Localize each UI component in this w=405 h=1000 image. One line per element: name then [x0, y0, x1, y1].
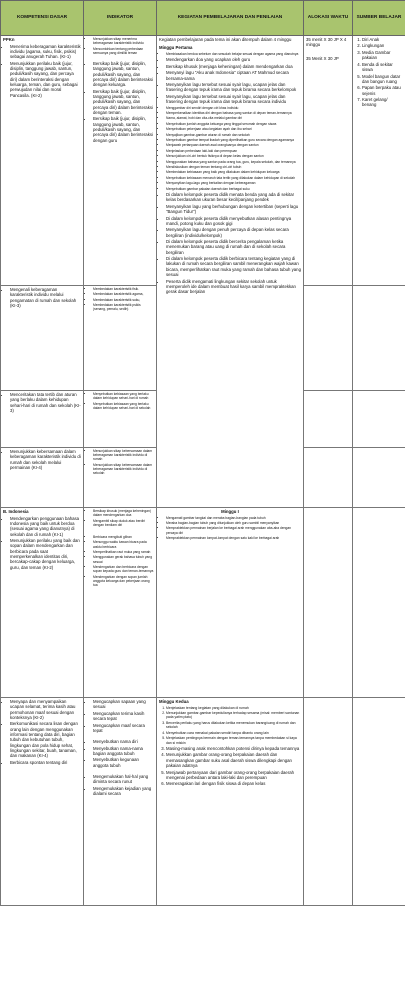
kegiatan-item: • Menggunakan bahasa yang santun pada orang tua, guru, kepala sekolah, dan temannya	[166, 160, 301, 164]
kegiatan-item: • Meraba bagian-bagian tubuh yang ditunjukkan oleh guru sambil menyanyikan	[166, 521, 301, 525]
subject-title: PPKn	[3, 37, 15, 42]
sumber-item: 3. Media Gambar pakaian	[362, 50, 403, 61]
indikator-item: • Menyebutkan kegunaan anggota tubuh	[93, 757, 154, 768]
indikator-item: • Membedakan karakteristik psikis (senang, pemalu, sedih)	[93, 303, 154, 311]
indikator-item: • Bersikap baik (jujur, disiplin, tanggung jawab, santun, peduli/kasih sayang, dan percaya diri) dalam berinteraksi dengan guru	[93, 116, 154, 142]
indikator-item: • Menunjukkan sikap kebersamaan dalam keberagaman karakteristik individu di rumah	[93, 449, 154, 462]
kegiatan-item: 4. Menyebutkan cara menakai pakaian sendiri tanpa dibantu orang lain	[166, 731, 301, 735]
kegiatan-item: • Menyanyi lagu "Aku anak Indonesia" ciptaan AT Mahmud secara bersama-sama	[166, 70, 301, 81]
kd-item: • Menyapa dan menyampaikan ucapan selamat, terima kasih atau permohonan maaf sesuai dengan konteksnya (KI-2)	[10, 699, 81, 720]
kd-cell	[1, 286, 84, 391]
indikator-item: • Mengemukakan hal-hal yang diminta secara runut	[93, 774, 154, 785]
kegiatan-item: 5. Menjawab pertanyaan dari gambar orang-orang berpakaian daerah mengenai perbedaan antara laki-laki dan perempuan	[166, 770, 301, 781]
kegiatan-item: • Menjawab pertanyaan daerah asal orangtuanya dengan santun	[166, 143, 301, 147]
kegiatan-item: • Memperkenalkan identitas diri dengan bahasa yang santun di depan teman-temannya	[166, 111, 301, 115]
kegiatan-item: • Membiasakan berdoa sebelum dan sesudah belajar sesuai dengan agama yang dianutnya	[166, 52, 301, 56]
indikator-item: • Mengambil sikap duduk atau berdiri dengan berdiam diri	[93, 519, 154, 527]
indikator-cell	[84, 286, 157, 391]
kd-cell	[1, 391, 84, 448]
kegiatan-item: • Mempraktekkan permainan berjalan ke berbagai arah menggunakan aba-aba dengan percaya diri	[166, 526, 301, 534]
alokasi-cell	[304, 448, 353, 508]
indikator-item: • Menyebutkan kebiasaan yang berlaku dalam kehidupan sehari-hari di sekolah	[93, 402, 154, 410]
indikator-cell	[84, 448, 157, 508]
indikator-item: • Membedakan karakteristik fisik.	[93, 287, 154, 291]
kegiatan-item: • Di dalam kelompok peserta didik bercerita pengalaman ketika menemukan barang atau uang di rumah dan di sekolah secara bergiliran	[166, 239, 301, 255]
kegiatan-item: • Menyebutkan kebiasaan menaruh tata tertib yang dilakukan dalam kehidupan di sekolah	[166, 176, 301, 180]
indikator-item: • Membedakan karakteristik agama,	[93, 292, 154, 296]
kegiatan-item: • Di dalam kelompok peserta didik berbicara tentang kegiatan yang di lakukan di rumah secara bergiliran sambil menerangkan wajah kawan bicara, memperlihatkan raut muka yang ramah dan bahasa tubuh yang sesuai	[166, 256, 301, 277]
indikator-item: • Menggunakan gerak bahasa tubuh yang sesuai	[93, 555, 154, 563]
header-alokasi: ALOKASI WAKTU	[304, 1, 353, 36]
sumber-cell	[353, 391, 405, 448]
kegiatan-item: • Menyajikan gambar-gambar aturan di rumah dan sekolah	[166, 133, 301, 137]
kd-cell	[1, 36, 84, 286]
indikator-item: • Menunjukkan sikap menerima keberagaman karakteristik individu	[93, 37, 154, 45]
kegiatan-cell	[157, 698, 304, 906]
kd-cell	[1, 698, 84, 906]
alokasi-text: 35 Menit X 30 JP	[306, 55, 339, 61]
kegiatan-item: • Di dalam kelompok peserta didik menyebutkan alasan pentingnya mandi, potong kuku dan gosok gigi	[166, 216, 301, 227]
indikator-cell	[84, 391, 157, 448]
kd-item: • Menunjukkan perilaku yang baik dan sopan dalam mendengarkan dan berbicara pada saat memperkenalkan identitas diri, bercakap-cakap dengan keluarga, guru, dan teman (KI-2)	[10, 538, 81, 570]
indikator-cell	[84, 698, 157, 906]
table-row	[1, 508, 405, 698]
indikator-item: • Bersikap khusuk (menjaga keheningan) dalam mendengarkan doa	[93, 509, 154, 517]
indikator-item: • Mengucapkan terima kasih secara tepat	[93, 711, 154, 722]
header-sumber: SUMBER BELAJAR	[353, 1, 405, 36]
week-title: Minggu Kedua	[159, 699, 189, 704]
header-indikator: INDIKATOR	[84, 1, 157, 36]
kegiatan-item: 1. Menjelaskan tentang kegiatan yang dilakukan di rumah	[166, 706, 301, 710]
kd-item: • Mengenali keberagaman karakteristik individu melalui pengamatan di rumah dan sekolah (KI-3)	[10, 287, 81, 308]
kegiatan-item: • Mengamati gambar tangkai dan meraba bagian-bangian pada tubuh	[166, 516, 301, 520]
indikator-item: • Menyebutkan nama-nama bagian anggota tubuh	[93, 746, 154, 757]
header-kompetensi-dasar: KOMPETENSI DASAR	[1, 1, 84, 36]
sumber-cell	[353, 698, 405, 906]
kegiatan-item: • Menunjukkan ciri-ciri bentuk fisiknya di depan kelas dengan santun	[166, 154, 301, 158]
indikator-item: • Mendengarkan dan berbicara dengan sopan kepada guru dan teman-temannya	[93, 565, 154, 573]
indikator-item: • Mengemukakan kejadian yang dialami secara	[93, 786, 154, 797]
alokasi-text: 35 menit X 30 JP X 4 minggu	[306, 37, 347, 48]
subject-title: B. Indonesia	[3, 509, 29, 514]
sumber-item: 7. Karet gelang/ benang	[362, 97, 403, 108]
kd-item: • Menceritakan tata tertib dan aturan yang berlaku dalam kehidupan sehari-hari di rumah dan sekolah (KI-3)	[10, 392, 81, 413]
kd-item: • Menunjukkan perilaku baik (jujur, disiplin, tanggung jawab, santun, peduli/kasih sayang, dan percaya diri) dalam berinteraksi dengan keluarga, teman, dan guru, sebagai perwujudan nilai dan moral Pancasila. (KI-2)	[10, 61, 81, 98]
kd-cell	[1, 508, 84, 698]
sumber-cell	[353, 448, 405, 508]
indikator-cell	[84, 36, 157, 286]
kegiatan-item: 6. Memeragakan lari dengan fisik siswa di depan kelas	[166, 781, 301, 786]
kegiatan-item: 3. Bercerita perilaku yang harus dilakukan ketika menemukan barang/uang di rumah dan sekolah	[166, 721, 301, 730]
alokasi-cell	[304, 391, 353, 448]
indikator-item: • Membedakan karakteristik suku,	[93, 298, 154, 302]
header-row	[1, 1, 405, 36]
indikator-item: • Mendengarkan dengan sopan jumlah anggota keluarga dan pekerjaan orang tua	[93, 575, 154, 588]
kegiatan-item: • Peserta didik mengamati lingkungan sekitar sekolah untuk memperoleh ide dalam membuat hasil karya sambil mempraktekkan gerak dasar berjalan	[166, 279, 301, 295]
kegiatan-item: • Menyanyikan lagu tersebut sesuai syair lagu, ucapan jelas dan frasering dengan tepuk irama dan tepuk birama secara berkelompok	[166, 82, 301, 93]
kegiatan-cell	[157, 508, 304, 698]
sumber-item: 4. Benda di sekitar siswa	[362, 62, 403, 73]
kegiatan-cell	[157, 36, 304, 508]
kegiatan-item: • Mendiskusikan dengan teman tentang ciri-ciri tubuh	[166, 165, 301, 169]
kegiatan-item: • Menyanyikan lagu tersebut sesuai syair lagu, ucapan jelas dan frasering dengan tepuk irama dan tepuk birama secara individu	[166, 94, 301, 105]
kegiatan-item: • Bersikap khusuk (menjaga keheningan) dalam mendengarkan doa	[166, 64, 301, 69]
indikator-item: • Mengucapkan sapaan yang sesuai	[93, 699, 154, 710]
kegiatan-item: • Mempraktekkan permainan lompat-lompat dengan satu kaki ke berbagai arah	[166, 536, 301, 540]
kegiatan-item: • Menyebutkan gambar pakaian daerah dan berbagai suku	[166, 187, 301, 191]
week-title: Minggu Pertama	[159, 45, 193, 51]
indikator-item: • Menunjukkan sikap kebersamaan dalam keberagaman karakteristik individu di sekolah	[93, 463, 154, 476]
kd-item: • Berkomunikasi secara lisan dengan orang lain dengan menggunakan informasi tentang data diri, bagian tubuh dan kebutuhan tubuh, lingkungan dan pola hidup sehat, lingkungan sekitar, buah, tanaman, dan makanan (KI-4)	[10, 721, 81, 758]
kegiatan-item: • Menyebutkan jumlah anggota keluarga yang tinggal serumah dengan siswa	[166, 122, 301, 126]
kegiatan-item: • Membedakan kebiasaan yang baik yang dilakukan dalam kehidupan keluarga	[166, 170, 301, 174]
indikator-item: • Mengucapkan maaf secara tepat	[93, 723, 154, 734]
sumber-cell	[353, 286, 405, 391]
kd-cell	[1, 448, 84, 508]
indikator-item: • Mencontohkan tentang perbedaan semuanya yang dimiliki teman	[93, 47, 154, 55]
indikator-item: • Menyebutkan nama diri	[93, 739, 154, 744]
sumber-item: 1. Diri Anak	[362, 37, 403, 42]
indikator-item: • Menyebutkan kebiasaan yang berlaku dalam kehidupan sehari-hari di rumah	[93, 392, 154, 400]
header-kegiatan: KEGIATAN PEMBELAJARAN DAN PENILAIAN	[157, 1, 304, 36]
week-title: Minggu I	[221, 509, 239, 514]
kegiatan-item: 3. Masing-masing anak mencontohkan potensi dirinya kepada temannya	[166, 746, 301, 751]
kegiatan-item: 4. Menunjukkan gambar orang-orang berpakaian daerah dan memasangkan gambar suku asal daerah siswa dilengkapi dengan pakaian adatnya	[166, 752, 301, 768]
alokasi-cell	[304, 508, 353, 698]
alokasi-cell	[304, 36, 353, 286]
sumber-item: 2. Lingkungan	[362, 43, 403, 48]
kd-item: • Mendengarkan penggunaan bahasa Indonesia yang baik untuk berdoa (sesuai agama yang dianutnya) di sekolah dan di rumah (KI-1)	[10, 516, 81, 537]
kegiatan-item: • Menggambar diri sendiri dengan ciri khas individu	[166, 106, 301, 110]
indikator-cell	[84, 508, 157, 698]
sumber-cell	[353, 36, 405, 286]
table-row	[1, 36, 405, 286]
kd-item: • Menunjukkan kebersamaan dalam keberagaman karakteristik individu di rumah dan sekolah melalui permainan (KI-4)	[10, 449, 81, 470]
sumber-item: 5. Model bangun datar dan bangun ruang	[362, 74, 403, 85]
kegiatan-item: 5. Menjelaskan pentingnya bermain dengan teman-temannya tanpa membedakan si kaya dan si miskin	[166, 736, 301, 745]
kegiatan-item: 2. Menunjukkan gambar-gambar kepedulianya terhadap sesama (misal: memberi santunan pada yatim piatu)	[166, 711, 301, 720]
kegiatan-item: • Menyanyikan lagu dengan penuh percaya di depan kelas secara bergiliran (individu/kelompok)	[166, 227, 301, 238]
kegiatan-item: • Di dalam kelompok peserta didik menata benda yang ada di sekitar kelas berdasarkan ukuran besar kecil/panjang pendek	[166, 192, 301, 203]
kegiatan-item: • Nama, alamat, hobi dan cita-cita melalui gambar diri	[166, 116, 301, 120]
sumber-cell	[353, 508, 405, 698]
indikator-item: • Berbicara mengikuti giliran	[93, 535, 154, 539]
kegiatan-item: • Menjelaskan perbedaan laki-laki dan perempuan	[166, 149, 301, 153]
kegiatan-item: • Mendengarkan doa yang ucapkan oleh guru	[166, 57, 301, 62]
alokasi-cell	[304, 698, 353, 906]
kegiatan-item: • Menyanyikan lagu-lagu yang berkaitan dengan keberagaman	[166, 181, 301, 185]
indikator-item: • Bersikap baik (jujur, disiplin, tanggung jawab, santun, peduli/kasih sayang, dan percaya diri) dalam berinteraksi dengan teman.	[93, 89, 154, 115]
indikator-item: • Memperlihatkan raut muka yang ramah	[93, 550, 154, 554]
kegiatan-item: • Menyebutkan gambar tempat ibadah yang diperlihatkan guru secara dengan agamanya	[166, 138, 301, 142]
indikator-item: • Menunggu waktu kawan bicara pada waktu berbicara	[93, 540, 154, 548]
kd-item: • Berbicara spontan tentang diri	[10, 760, 81, 765]
indikator-item: • Bersikap baik (jujur, disiplin, tanggung jawab, santun, peduli/kasih sayang, dan percaya diri) dalam berinteraksi dengan keluarga.	[93, 61, 154, 87]
kd-item: • Menerima keberagaman karakteristik individu (agama, suku, fisik, psikis) sebagai anugerah Tuhan. (KI-1)	[10, 44, 81, 60]
kegiatan-intro: Kegiatan pembelajaran pada tema ini akan ditempuh dalam 4 minggu	[159, 37, 292, 42]
table-row	[1, 698, 405, 906]
kegiatan-item: • Menyebutkan pekerjaan atau kegiatan ayah dan ibu sehari	[166, 127, 301, 131]
alokasi-cell	[304, 286, 353, 391]
sumber-item: 6. Papan berpaku atau sejenis	[362, 85, 403, 96]
kegiatan-item: • Menyanyikan lagu yang berhubungan dengan ketertiban (seperti lagu "Bangun Tidur")	[166, 204, 301, 215]
